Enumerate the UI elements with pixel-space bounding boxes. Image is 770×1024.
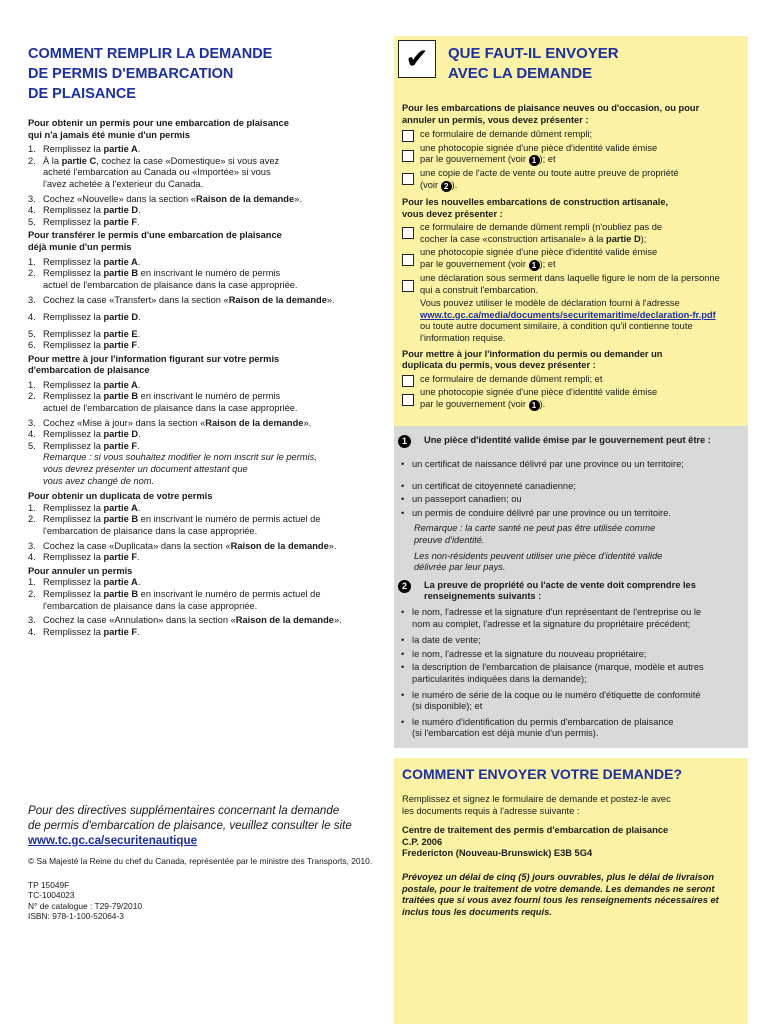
- list-item: 3. Cochez la case «Annulation» dans la section «Raison de la demande».: [28, 615, 342, 626]
- list-item: 3. Cochez «Mise à jour» dans la section «Raison de la demande».: [28, 417, 312, 428]
- instructions-column: [28, 116, 388, 638]
- delay-line: inclus tous les documents requis.: [402, 906, 552, 917]
- steps-list: [28, 380, 388, 453]
- what-to-send-content: [402, 103, 746, 413]
- checkbox[interactable]: [402, 173, 414, 185]
- section-heading: d'embarcation de plaisance: [28, 365, 150, 376]
- ownership-requirements-heading: [398, 580, 744, 603]
- number-1-icon: 1: [529, 155, 540, 166]
- checklist-item: une copie de l'acte de vente ou toute autre preuve de propriété (voir 2 ).: [402, 168, 746, 192]
- number-2-icon: 2: [441, 181, 452, 192]
- remark-line: délivrée par leur pays.: [414, 562, 506, 573]
- checklist-item: une photocopie signée d'une pièce d'identité valide émise par le gouvernement (voir 1 ); et: [402, 247, 746, 271]
- directive-line: Pour des directives supplémentaires concernant la demande: [28, 804, 340, 817]
- section-heading: renseignements suivants :: [424, 591, 542, 602]
- remark-line: Les non-résidents peuvent utiliser une pièce d'identité valide: [414, 550, 663, 561]
- how-to-send-title: COMMENT ENVOYER VOTRE DEMANDE?: [402, 766, 683, 782]
- section-heading: Pour les nouvelles embarcations de construction artisanale,: [402, 196, 669, 207]
- section-heading: déjà munie d'un permis: [28, 241, 132, 252]
- list-item: 3. Cochez la case «Transfert» dans la section «Raison de la demande».: [28, 295, 335, 306]
- number-1-icon: 1: [529, 260, 540, 271]
- section-heading: vous devez présenter :: [402, 208, 503, 219]
- copyright: © Sa Majesté la Reine du chef du Canada, représentée par le ministre des Transports, 2010.: [28, 856, 373, 866]
- list-item: 4. Remplissez la partie F.: [28, 552, 140, 563]
- section-heading: Pour obtenir un permis pour une embarcation de plaisance: [28, 118, 289, 128]
- checklist-item: ce formulaire de demande dûment rempli;: [402, 129, 746, 141]
- delay-line: postale, pour le traitement de votre demande. Les demandes ne seront: [402, 883, 715, 894]
- section-heading: annuler un permis, vous devez présenter :: [402, 114, 589, 125]
- publication-codes: [28, 880, 228, 922]
- checklist-item: une photocopie signée d'une pièce d'identité valide émise par le gouvernement (voir 1 ).: [402, 387, 746, 411]
- footer-directive: [28, 803, 390, 848]
- number-1-icon: 1: [398, 435, 411, 448]
- checkbox[interactable]: [402, 227, 414, 239]
- checkmark-icon: ✔: [398, 40, 436, 78]
- list-item: 4. Remplissez la partie D.: [28, 205, 141, 216]
- section-heading: Pour les embarcations de plaisance neuves ou d'occasion, ou pour: [402, 103, 700, 113]
- list-item: 1. Remplissez la partie A.: [28, 577, 141, 588]
- checkbox[interactable]: [402, 280, 414, 292]
- list-item: 3. Cochez la case «Duplicata» dans la section «Raison de la demande».: [28, 540, 337, 551]
- note-line: Vous pouvez utiliser le modèle de déclaration fourni à l'adresse: [420, 298, 680, 309]
- remark-line: Remarque : la carte santé ne peut pas être utilisée comme: [414, 523, 656, 534]
- list-item: 4. Remplissez la partie D.: [28, 311, 141, 322]
- list-item: 5. Remplissez la partie E.: [28, 328, 141, 339]
- remark-line: vous avez changé de nom.: [43, 475, 155, 486]
- code-line: ISBN: 978-1-100-52064-3: [28, 911, 124, 922]
- checklist-item: ce formulaire de demande dûment rempli; et: [402, 374, 746, 386]
- note-line: l'information requise.: [420, 332, 506, 343]
- section-heading: Pour transférer le permis d'une embarcation de plaisance: [28, 230, 282, 241]
- list-item: • la date de vente;: [398, 635, 744, 647]
- list-item: 1. Remplissez la partie A.: [28, 502, 141, 513]
- checkbox[interactable]: [402, 375, 414, 387]
- list-item: 4. Remplissez la partie F.: [28, 626, 140, 637]
- address-line: C.P. 2006: [402, 836, 443, 847]
- checkbox[interactable]: [402, 394, 414, 406]
- list-item: 4. Remplissez la partie D.: [28, 429, 141, 440]
- list-item: • le nom, l'adresse et la signature du nouveau propriétaire;: [398, 649, 744, 661]
- declaration-link[interactable]: www.tc.gc.ca/media/documents/securitemaritime/declaration-fr.pdf: [420, 309, 716, 320]
- checkbox[interactable]: [402, 254, 414, 266]
- section-heading: Pour annuler un permis: [28, 565, 133, 576]
- section-heading: qui n'a jamais été munie d'un permis: [28, 129, 190, 140]
- remark-line: vous devrez présenter un document attestant que: [43, 464, 248, 475]
- remark: [28, 452, 388, 487]
- list-item: 1. Remplissez la partie A.: [28, 144, 141, 155]
- steps-list: [28, 257, 388, 352]
- instruction-line: Remplissez et signez le formulaire de demande et postez-le avec: [402, 794, 671, 804]
- number-1-icon: 1: [529, 400, 540, 411]
- remark-line: preuve d'identité.: [414, 534, 485, 545]
- list-item: • un certificat de naissance délivré par une province ou un territoire;: [398, 459, 744, 471]
- steps-list: [28, 503, 388, 564]
- section-heading: La preuve de propriété ou l'acte de vente doit comprendre les: [424, 579, 696, 590]
- list-item: 2. À la partie C, cochez la case «Domestique» si vous avez acheté l'embarcation au Canada ou «Importée» si vous l'avez achetée à l'exterieur du Canada.: [28, 155, 280, 189]
- left-title-line: DE PERMIS D'EMBARCATION: [28, 66, 234, 82]
- section-heading: Pour mettre à jour l'information du permis ou demander un: [402, 348, 663, 359]
- code-line: N° de catalogue : T29-79/2010: [28, 900, 143, 911]
- list-item: 2. Remplissez la partie B en inscrivant le numéro de permis actuel de l'embarcation de plaisance dans la case appropriée.: [28, 391, 298, 414]
- steps-list: [28, 144, 388, 228]
- id-requirements-heading: [398, 435, 744, 449]
- checkbox[interactable]: [402, 130, 414, 142]
- remark-line: Remarque : si vous souhaitez modifier le nom inscrit sur le permis,: [43, 452, 317, 463]
- checkbox[interactable]: [402, 150, 414, 162]
- list-item: • la description de l'embarcation de plaisance (marque, modèle et autres particularités indiquées dans la demande);: [398, 662, 744, 685]
- code-line: TC-1004023: [28, 890, 75, 901]
- section-heading: Pour obtenir un duplicata de votre permis: [28, 491, 213, 502]
- website-link[interactable]: www.tc.gc.ca/securitenautique: [28, 834, 198, 847]
- list-item: 1. Remplissez la partie A.: [28, 256, 141, 267]
- list-item: • un certificat de citoyenneté canadienne;: [398, 481, 744, 493]
- list-item: • le nom, l'adresse et la signature d'un représentant de l'entreprise ou le nom au complet, l'adresse et la signature du propriétaire précédent;: [398, 607, 744, 630]
- right-title-line: QUE FAUT-IL ENVOYER: [448, 45, 619, 62]
- right-title-line: AVEC LA DEMANDE: [448, 65, 593, 82]
- directive-line: de permis d'embarcation de plaisance, veuillez consulter le site: [28, 819, 352, 832]
- left-title: [28, 44, 378, 104]
- address-line: Fredericton (Nouveau-Brunswick) E3B 5G4: [402, 848, 593, 859]
- code-line: TP 15049F: [28, 880, 70, 890]
- section-heading: Une pièce d'identité valide émise par le gouvernement peut être :: [424, 435, 711, 445]
- list-item: • le numéro d'identification du permis d'embarcation de plaisance (si l'embarcation est déjà munie d'un permis).: [398, 717, 744, 740]
- declaration-note: [402, 298, 746, 344]
- checklist-item: une photocopie signée d'une pièce d'identité valide émise par le gouvernement (voir 1 ); et: [402, 143, 746, 167]
- number-2-icon: 2: [398, 580, 411, 593]
- section-heading: duplicata du permis, vous devez présenter :: [402, 360, 596, 371]
- list-item: 3. Cochez «Nouvelle» dans la section «Raison de la demande».: [28, 193, 302, 204]
- list-item: 1. Remplissez la partie A.: [28, 379, 141, 390]
- checklist-item: une déclaration sous serment dans laquelle figure le nom de la personne qui a construit l'embarcation.: [402, 273, 746, 296]
- remark: [398, 523, 744, 573]
- left-title-line: COMMENT REMPLIR LA DEMANDE: [28, 46, 273, 62]
- list-item: 2. Remplissez la partie B en inscrivant le numéro de permis actuel de l'embarcation de plaisance dans la case appropriée.: [28, 268, 298, 290]
- list-item: • le numéro de série de la coque ou le numéro d'étiquette de conformité (si disponible); et: [398, 690, 744, 713]
- right-title: [448, 44, 738, 84]
- list-item: 2. Remplissez la partie B en inscrivant le numéro de permis actuel de l'embarcation de plaisance dans la case appropriée.: [28, 514, 321, 536]
- list-item: • un permis de conduire délivré par une province ou un territoire.: [398, 508, 744, 520]
- left-title-line: DE PLAISANCE: [28, 86, 136, 102]
- steps-list: [28, 577, 388, 638]
- requirements-content: [398, 434, 744, 742]
- list-item: 5. Remplissez la partie F.: [28, 440, 140, 451]
- checklist-item: ce formulaire de demande dûment rempli (n'oubliez pas de cocher la case «construction artisanale» à la partie D);: [402, 222, 746, 245]
- delay-line: Prévoyez un délai de cinq (5) jours ouvrables, plus le délai de livraison: [402, 871, 715, 882]
- instruction-line: les documents requis à l'adresse suivante :: [402, 805, 580, 816]
- delay-line: traitées que si vous avez fourni tous les renseignements nécessaires et: [402, 895, 719, 906]
- list-item: 5. Remplissez la partie F.: [28, 216, 140, 227]
- list-item: 2. Remplissez la partie B en inscrivant le numéro de permis actuel de l'embarcation de plaisance dans la case appropriée.: [28, 588, 321, 611]
- note-line: ou toute autre document similaire, à condition qu'il contienne toute: [420, 321, 693, 332]
- section-heading: Pour mettre à jour l'information figurant sur votre permis: [28, 353, 280, 364]
- address-line: Centre de traitement des permis d'embarcation de plaisance: [402, 825, 669, 836]
- how-to-send-content: [402, 764, 744, 918]
- list-item: 6. Remplissez la partie F.: [28, 340, 140, 351]
- list-item: • un passeport canadien; ou: [398, 494, 744, 506]
